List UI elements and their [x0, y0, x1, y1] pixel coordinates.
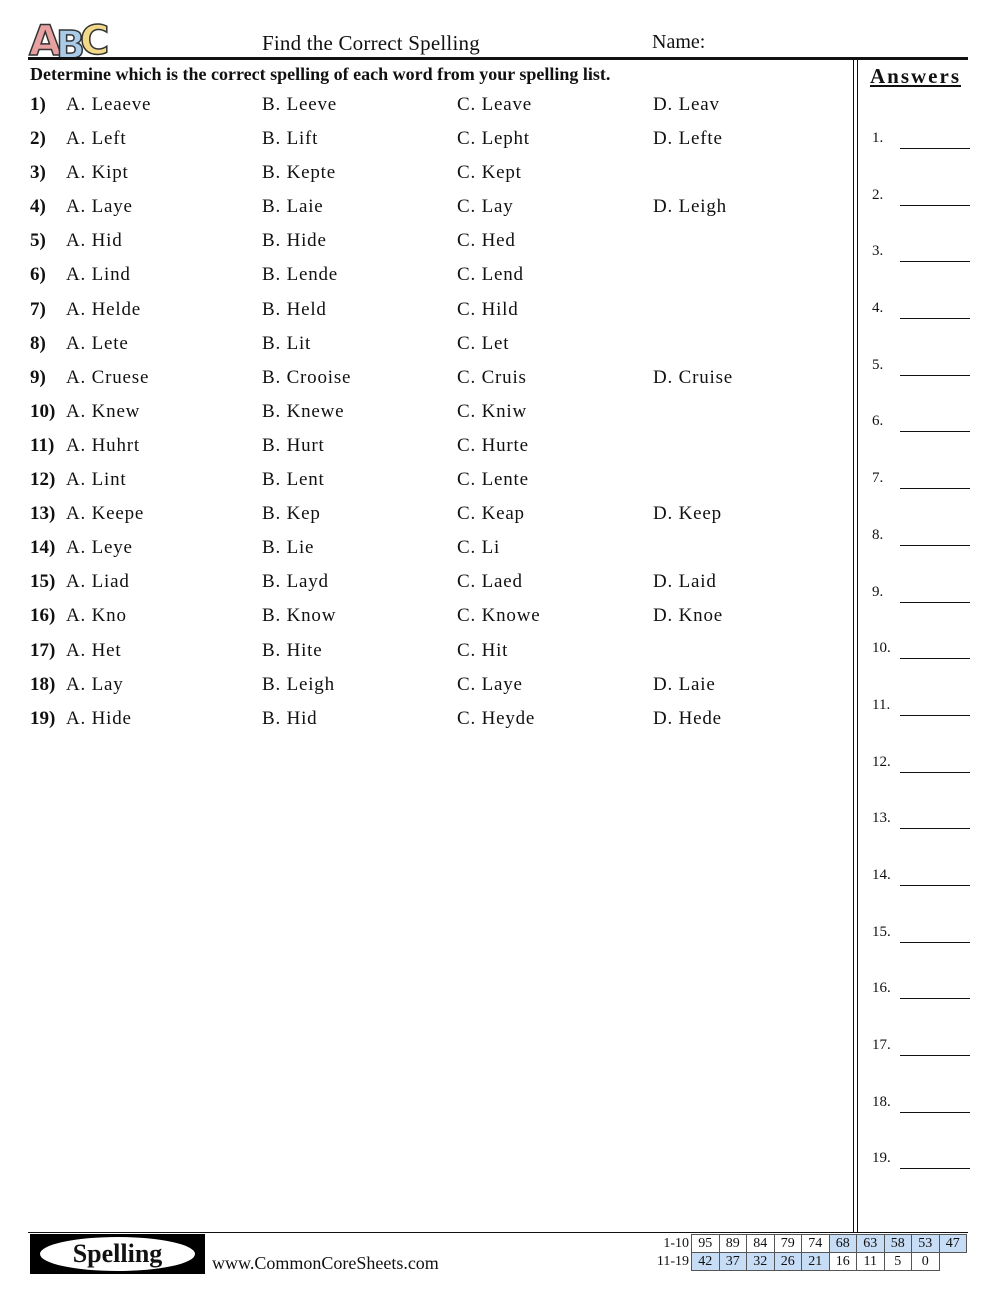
option-b: B. Layd: [262, 571, 329, 593]
option-b: B. Lift: [262, 128, 319, 150]
abc-logo: [28, 14, 112, 62]
score-cell: 95: [692, 1235, 720, 1253]
score-cell: 79: [774, 1235, 802, 1253]
answers-divider: [853, 60, 858, 1232]
answer-number: 6.: [872, 413, 884, 430]
question-row: [28, 637, 848, 671]
question-number: 6): [30, 264, 46, 286]
answer-number: 10.: [872, 640, 891, 657]
answer-row: [870, 685, 970, 742]
question-number: 15): [30, 571, 56, 593]
option-a: A. Lind: [66, 264, 131, 286]
question-row: [28, 534, 848, 568]
question-row: [28, 705, 848, 739]
score-cell: 84: [747, 1235, 775, 1253]
option-c: C. Kniw: [457, 400, 527, 422]
option-c: C. Knowe: [457, 605, 541, 627]
option-d: D. Knoe: [653, 605, 723, 627]
answer-row: [870, 401, 970, 458]
answer-number: 16.: [872, 980, 891, 997]
answer-row: [870, 118, 970, 175]
question-row: [28, 398, 848, 432]
option-b: B. Held: [262, 298, 327, 320]
answer-blank[interactable]: [900, 1055, 970, 1056]
option-c: C. Lepht: [457, 128, 530, 150]
score-cell: 89: [719, 1235, 747, 1253]
answer-row: [870, 458, 970, 515]
answer-row: [870, 515, 970, 572]
option-d: D. Hede: [653, 707, 722, 729]
answer-row: [870, 855, 970, 912]
option-a: A. Knew: [66, 400, 141, 422]
spelling-badge-label: Spelling: [40, 1237, 195, 1271]
option-a: A. Leye: [66, 537, 133, 559]
question-row: [28, 432, 848, 466]
option-b: B. Lit: [262, 332, 312, 354]
answer-blank[interactable]: [900, 205, 970, 206]
question-row: [28, 500, 848, 534]
question-row: [28, 261, 848, 295]
option-a: A. Leaeve: [66, 94, 152, 115]
question-row: [28, 671, 848, 705]
option-a: A. Kno: [66, 605, 127, 627]
option-c: C. Hit: [457, 639, 509, 661]
answer-row: [870, 288, 970, 345]
answer-blank[interactable]: [900, 488, 970, 489]
option-c: C. Heyde: [457, 707, 536, 729]
score-cell: 53: [912, 1235, 940, 1253]
option-c: C. Let: [457, 332, 510, 354]
answer-blank[interactable]: [900, 148, 970, 149]
header-rule: [28, 57, 968, 60]
answer-row: [870, 572, 970, 629]
score-row-label: 1-10: [663, 1235, 689, 1251]
option-d: D. Laie: [653, 673, 716, 695]
answer-blank[interactable]: [900, 1168, 970, 1169]
option-b: B. Kepte: [262, 162, 336, 184]
answer-row: [870, 1025, 970, 1082]
answer-number: 7.: [872, 470, 884, 487]
option-c: C. Hurte: [457, 434, 529, 456]
question-number: 5): [30, 230, 46, 252]
answer-blank[interactable]: [900, 375, 970, 376]
score-cell: 58: [884, 1235, 912, 1253]
option-d: D. Leav: [653, 94, 720, 115]
option-a: A. Hide: [66, 707, 132, 729]
question-number: 8): [30, 332, 46, 354]
answer-blank[interactable]: [900, 715, 970, 716]
instructions: Determine which is the correct spelling of each word from your spelling list.: [30, 64, 611, 84]
option-a: A. Laye: [66, 196, 133, 218]
worksheet-title: Find the Correct Spelling: [262, 31, 480, 55]
option-c: C. Leave: [457, 94, 532, 115]
answer-number: 9.: [872, 583, 884, 600]
question-row: [28, 364, 848, 398]
answer-blank[interactable]: [900, 658, 970, 659]
question-row: [28, 568, 848, 602]
answer-number: 8.: [872, 526, 884, 543]
score-cell: 63: [857, 1235, 885, 1253]
score-cell: 0: [912, 1253, 940, 1271]
answer-blank[interactable]: [900, 318, 970, 319]
answer-number: 2.: [872, 186, 884, 203]
answer-row: [870, 742, 970, 799]
answer-row: [870, 1082, 970, 1139]
question-number: 4): [30, 196, 46, 218]
answer-number: 19.: [872, 1150, 891, 1167]
option-a: A. Lint: [66, 469, 127, 491]
question-number: 3): [30, 162, 46, 184]
option-d: D. Keep: [653, 503, 722, 525]
svg-text:A: A: [29, 16, 62, 62]
question-number: 2): [30, 128, 46, 150]
answers-heading: Answers: [870, 64, 961, 88]
answer-row: [870, 175, 970, 232]
option-c: C. Kept: [457, 162, 522, 184]
score-cell: 32: [747, 1253, 775, 1271]
option-d: D. Leigh: [653, 196, 727, 218]
option-c: C. Hild: [457, 298, 519, 320]
option-a: A. Hid: [66, 230, 123, 252]
question-number: 7): [30, 298, 46, 320]
option-a: A. Huhrt: [66, 434, 140, 456]
answer-blank[interactable]: [900, 431, 970, 432]
option-c: C. Laye: [457, 673, 523, 695]
option-d: D. Cruise: [653, 366, 734, 388]
question-number: 18): [30, 673, 56, 695]
score-row: [645, 1235, 967, 1253]
answer-blank[interactable]: [900, 545, 970, 546]
option-a: A. Helde: [66, 298, 141, 320]
svg-text:B: B: [56, 23, 85, 62]
answer-row: [870, 1138, 970, 1195]
answer-blank[interactable]: [900, 602, 970, 603]
answer-number: 11.: [872, 696, 891, 713]
score-cell: 74: [802, 1235, 830, 1253]
answer-list: [870, 118, 970, 1195]
svg-text:C: C: [80, 18, 110, 62]
option-b: B. Know: [262, 605, 337, 627]
question-row: [28, 125, 848, 159]
option-b: B. Hite: [262, 639, 323, 661]
score-table: [645, 1234, 967, 1271]
option-d: D. Lefte: [653, 128, 723, 150]
score-cell: 47: [939, 1235, 967, 1253]
question-number: 17): [30, 639, 56, 661]
option-c: C. Cruis: [457, 366, 527, 388]
option-b: B. Leeve: [262, 94, 337, 115]
question-row: [28, 330, 848, 364]
option-a: A. Het: [66, 639, 122, 661]
option-c: C. Lend: [457, 264, 524, 286]
option-c: C. Hed: [457, 230, 516, 252]
score-cell: 26: [774, 1253, 802, 1271]
option-b: B. Lent: [262, 469, 325, 491]
answer-blank[interactable]: [900, 1112, 970, 1113]
option-b: B. Laie: [262, 196, 324, 218]
option-b: B. Knewe: [262, 400, 345, 422]
question-row: [28, 91, 848, 125]
option-a: A. Liad: [66, 571, 130, 593]
answer-number: 14.: [872, 866, 891, 883]
question-row: [28, 227, 848, 261]
score-cell: 68: [829, 1235, 857, 1253]
option-b: B. Hurt: [262, 434, 325, 456]
score-row: [645, 1253, 967, 1271]
question-list: [28, 91, 848, 739]
option-a: A. Lete: [66, 332, 129, 354]
score-cell-empty: [939, 1253, 967, 1271]
question-number: 9): [30, 366, 46, 388]
question-number: 19): [30, 707, 56, 729]
question-number: 16): [30, 605, 56, 627]
option-c: C. Lente: [457, 469, 529, 491]
answer-row: [870, 798, 970, 855]
question-row: [28, 296, 848, 330]
answer-row: [870, 231, 970, 288]
option-d: D. Laid: [653, 571, 717, 593]
option-b: B. Lende: [262, 264, 339, 286]
option-b: B. Hid: [262, 707, 318, 729]
question-row: [28, 159, 848, 193]
answer-blank[interactable]: [900, 998, 970, 999]
answer-number: 3.: [872, 243, 884, 260]
name-label: Name:: [652, 31, 706, 53]
question-row: [28, 466, 848, 500]
option-b: B. Lie: [262, 537, 315, 559]
answer-number: 13.: [872, 810, 891, 827]
footer-rule: [28, 1232, 968, 1233]
answer-number: 5.: [872, 356, 884, 373]
answer-blank[interactable]: [900, 828, 970, 829]
option-a: A. Lay: [66, 673, 124, 695]
score-cell: 37: [719, 1253, 747, 1271]
option-b: B. Crooise: [262, 366, 352, 388]
answer-row: [870, 912, 970, 969]
option-a: A. Kipt: [66, 162, 129, 184]
option-c: C. Lay: [457, 196, 514, 218]
answer-number: 18.: [872, 1093, 891, 1110]
answer-number: 15.: [872, 923, 891, 940]
question-number: 10): [30, 400, 56, 422]
answer-number: 12.: [872, 753, 891, 770]
option-b: B. Hide: [262, 230, 327, 252]
score-cell: 42: [692, 1253, 720, 1271]
score-row-label: 11-19: [656, 1253, 689, 1269]
answer-row: [870, 628, 970, 685]
question-number: 14): [30, 537, 56, 559]
option-a: A. Left: [66, 128, 127, 150]
answer-row: [870, 968, 970, 1025]
question-number: 13): [30, 503, 56, 525]
spelling-badge: [30, 1234, 205, 1274]
question-row: [28, 602, 848, 636]
score-cell: 11: [857, 1253, 885, 1271]
answer-blank[interactable]: [900, 942, 970, 943]
answer-number: 1.: [872, 130, 884, 146]
option-c: C. Li: [457, 537, 501, 559]
answer-row: [870, 345, 970, 402]
score-cell: 16: [829, 1253, 857, 1271]
option-c: C. Laed: [457, 571, 523, 593]
question-row: [28, 193, 848, 227]
option-c: C. Keap: [457, 503, 525, 525]
option-a: A. Keepe: [66, 503, 145, 525]
option-b: B. Leigh: [262, 673, 335, 695]
site-url: www.CommonCoreSheets.com: [212, 1253, 439, 1273]
option-b: B. Kep: [262, 503, 321, 525]
option-a: A. Cruese: [66, 366, 150, 388]
question-number: 1): [30, 94, 46, 115]
score-cell: 5: [884, 1253, 912, 1271]
answer-number: 4.: [872, 300, 884, 317]
score-cell: 21: [802, 1253, 830, 1271]
answer-number: 17.: [872, 1037, 891, 1053]
answer-blank[interactable]: [900, 885, 970, 886]
question-number: 12): [30, 469, 56, 491]
answer-blank[interactable]: [900, 261, 970, 262]
question-number: 11): [30, 434, 55, 456]
answer-blank[interactable]: [900, 772, 970, 773]
